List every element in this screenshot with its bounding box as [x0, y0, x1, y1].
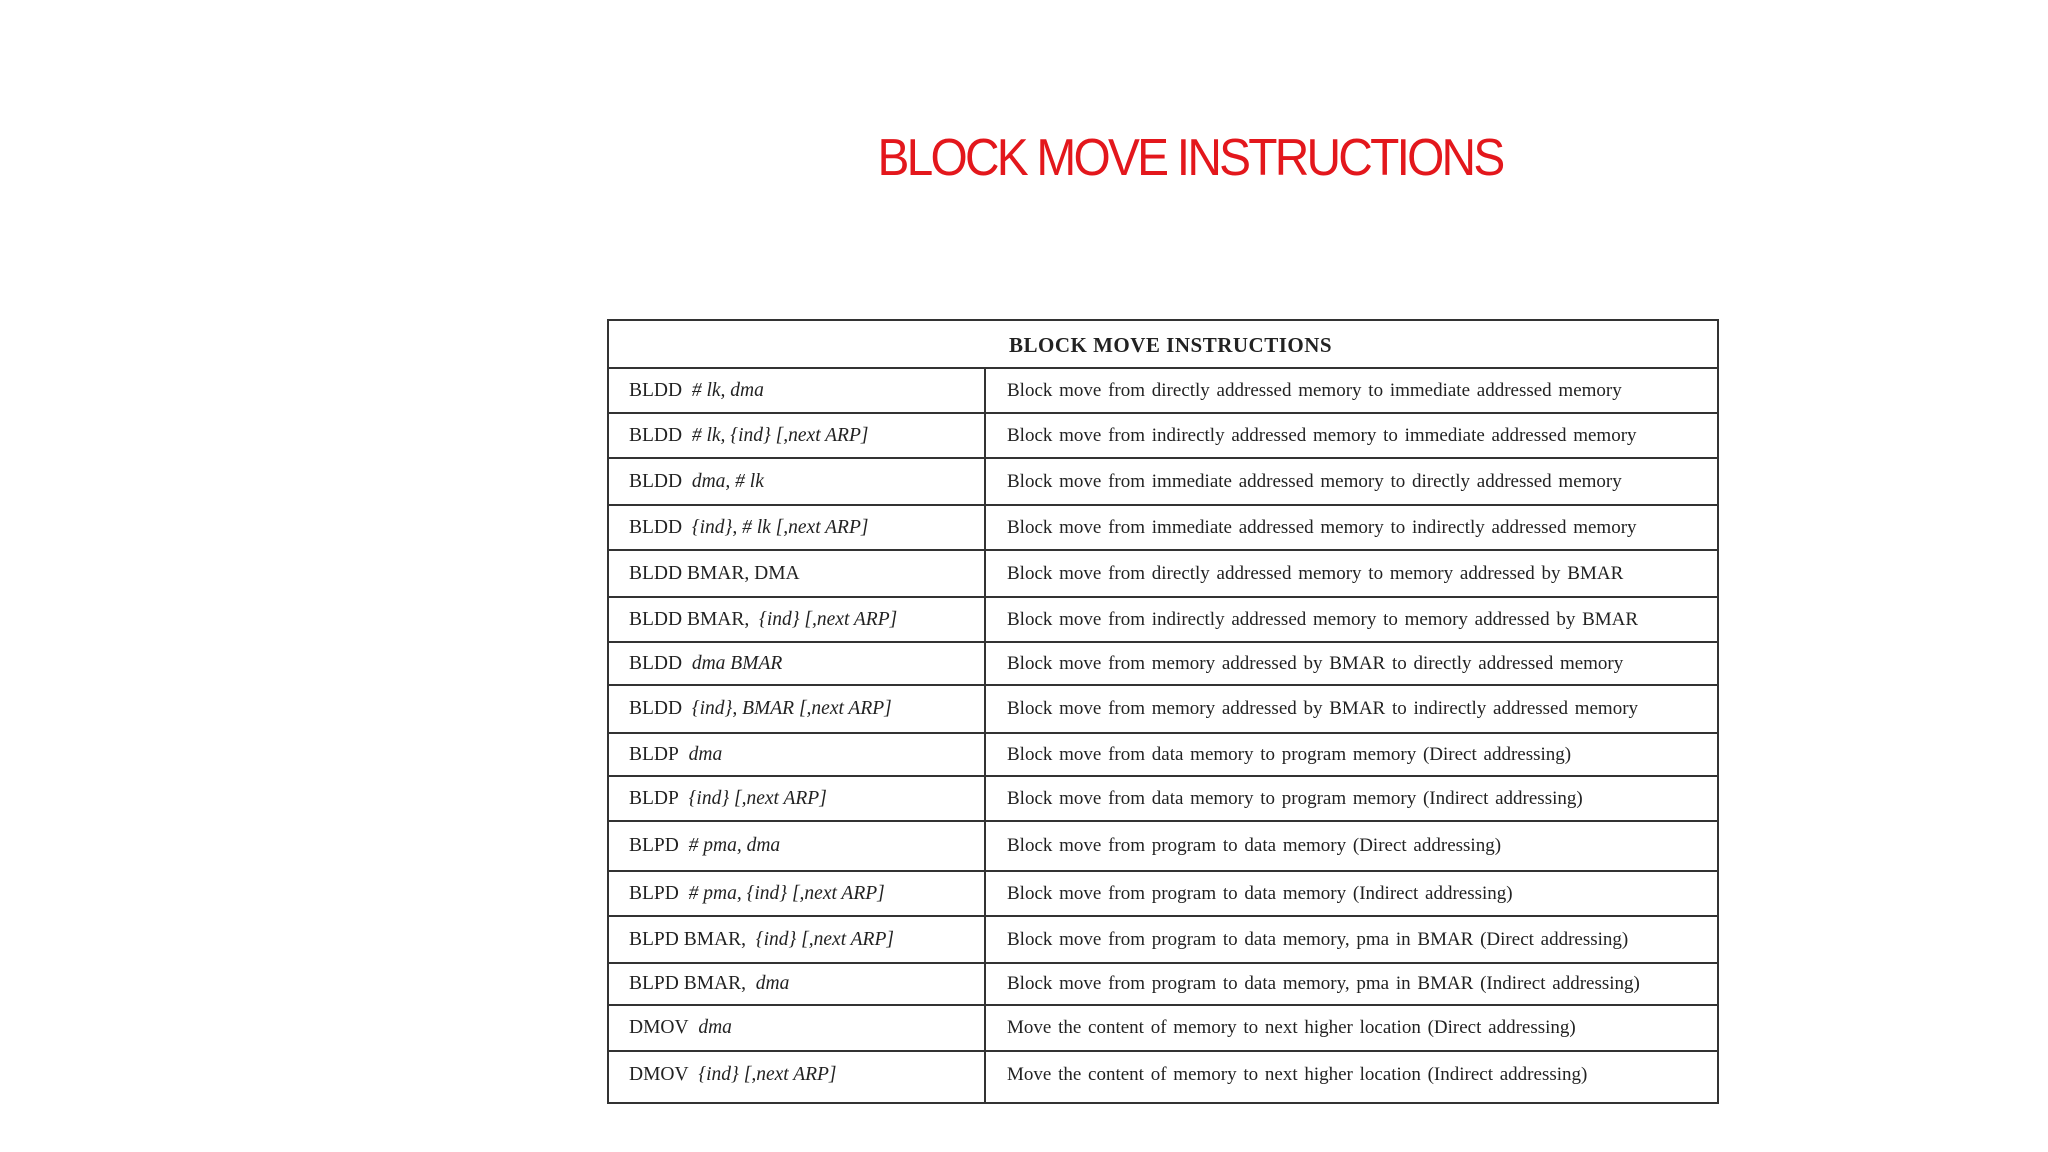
- instruction-syntax: [629, 788, 827, 810]
- operands: dma, # lk: [691, 470, 764, 492]
- instruction-description: Block move from indirectly addressed memory to immediate addressed memory: [1007, 424, 1637, 446]
- mnemonic: BLDD: [629, 379, 683, 401]
- spacer: [679, 835, 689, 856]
- mnemonic: BLPD: [629, 835, 679, 856]
- instruction-description: Block move from program to data memory, pma in BMAR (Indirect addressing): [1007, 973, 1640, 994]
- mnemonic: BLDD: [629, 470, 683, 492]
- operands: {ind}, BMAR [,next ARP]: [691, 698, 892, 719]
- table-row: [609, 917, 1717, 964]
- slide-title: BLOCK MOVE INSTRUCTIONS: [877, 129, 1503, 187]
- mnemonic: BLDP: [629, 787, 679, 809]
- table-row: [609, 872, 1717, 917]
- instruction-description: Block move from immediate addressed memory to directly addressed memory: [1007, 470, 1622, 492]
- spacer: [679, 883, 689, 904]
- operands: # lk, dma: [691, 379, 764, 401]
- mnemonic: BLDD: [629, 652, 683, 674]
- instruction-syntax: [629, 609, 897, 631]
- spacer: [749, 609, 759, 630]
- mnemonic: BLDD: [629, 424, 683, 446]
- spacer: [689, 1064, 699, 1085]
- table-body: [609, 369, 1717, 1098]
- spacer: [682, 471, 692, 492]
- mnemonic: BLDD BMAR, DMA: [629, 562, 800, 584]
- spacer: [679, 788, 689, 809]
- instruction-description: Block move from directly addressed memory to memory addressed by BMAR: [1007, 562, 1624, 584]
- table-row: [609, 1052, 1717, 1098]
- table-row: [609, 686, 1717, 734]
- instruction-syntax: [629, 883, 885, 905]
- instruction-description: Block move from data memory to program memory (Direct addressing): [1007, 743, 1572, 765]
- instruction-description: Block move from immediate addressed memory to indirectly addressed memory: [1007, 516, 1637, 538]
- mnemonic: BLPD BMAR,: [629, 973, 747, 994]
- instruction-syntax: [629, 973, 789, 995]
- mnemonic: DMOV: [629, 1017, 689, 1038]
- spacer: [679, 744, 689, 765]
- table-row: [609, 459, 1717, 506]
- mnemonic: BLDD: [629, 516, 683, 538]
- table-row: [609, 734, 1717, 777]
- spacer: [682, 698, 692, 719]
- table-row: [609, 369, 1717, 414]
- instruction-description: Move the content of memory to next higher location (Indirect addressing): [1007, 1064, 1588, 1085]
- mnemonic: BLDP: [629, 743, 679, 765]
- table-row: [609, 598, 1717, 643]
- instruction-description: Block move from program to data memory, pma in BMAR (Direct addressing): [1007, 928, 1629, 950]
- spacer: [682, 425, 692, 446]
- operands: {ind} [,next ARP]: [755, 928, 894, 950]
- table-row: [609, 822, 1717, 872]
- spacer: [689, 1017, 699, 1038]
- table-header-text: BLOCK MOVE INSTRUCTIONS: [1009, 333, 1333, 357]
- spacer: [746, 973, 756, 994]
- instruction-syntax: [629, 563, 809, 585]
- spacer: [682, 517, 692, 538]
- mnemonic: BLDD: [629, 698, 683, 719]
- instruction-description: Move the content of memory to next higher location (Direct addressing): [1007, 1017, 1576, 1038]
- operands: dma: [688, 743, 723, 765]
- instruction-description: Block move from memory addressed by BMAR to indirectly addressed memory: [1007, 698, 1639, 719]
- mnemonic: BLPD: [629, 882, 679, 904]
- instruction-syntax: [629, 835, 780, 857]
- mnemonic: DMOV: [629, 1064, 689, 1085]
- instruction-syntax: [629, 653, 782, 675]
- instruction-syntax: [629, 517, 868, 539]
- instruction-syntax: [629, 1017, 732, 1039]
- table-row: [609, 964, 1717, 1006]
- table-header: [609, 321, 1717, 369]
- table-row: [609, 1006, 1717, 1052]
- operands: # pma, dma: [688, 835, 781, 856]
- instruction-syntax: [629, 698, 892, 720]
- table-row: [609, 643, 1717, 686]
- instruction-syntax: [629, 425, 868, 447]
- mnemonic: BLPD BMAR,: [629, 928, 747, 950]
- instruction-description: Block move from memory addressed by BMAR to directly addressed memory: [1007, 652, 1624, 674]
- instruction-syntax: [629, 744, 722, 766]
- table-row: [609, 551, 1717, 598]
- instruction-syntax: [629, 929, 894, 951]
- instruction-description: Block move from data memory to program memory (Indirect addressing): [1007, 787, 1583, 809]
- operands: dma: [755, 973, 790, 994]
- instruction-description: Block move from program to data memory (Direct addressing): [1007, 835, 1502, 856]
- table-row: [609, 506, 1717, 551]
- spacer: [682, 653, 692, 674]
- operands: dma BMAR: [691, 652, 783, 674]
- operands: dma: [698, 1017, 732, 1038]
- operands: # pma, {ind} [,next ARP]: [688, 882, 885, 904]
- operands: {ind} [,next ARP]: [688, 787, 827, 809]
- operands: {ind}, # lk [,next ARP]: [691, 516, 869, 538]
- instruction-syntax: [629, 380, 764, 402]
- spacer: [800, 563, 810, 584]
- mnemonic: BLDD BMAR,: [629, 608, 750, 630]
- instruction-syntax: [629, 1064, 837, 1086]
- instruction-description: Block move from directly addressed memory to immediate addressed memory: [1007, 379, 1622, 401]
- table-row: [609, 414, 1717, 459]
- operands: # lk, {ind} [,next ARP]: [691, 424, 869, 446]
- operands: {ind} [,next ARP]: [698, 1064, 837, 1085]
- instruction-syntax: [629, 471, 764, 493]
- spacer: [746, 929, 756, 950]
- operands: {ind} [,next ARP]: [759, 608, 898, 630]
- instruction-table: [607, 319, 1719, 1104]
- spacer: [682, 380, 692, 401]
- instruction-description: Block move from indirectly addressed memory to memory addressed by BMAR: [1007, 608, 1639, 630]
- table-row: [609, 777, 1717, 822]
- instruction-description: Block move from program to data memory (Indirect addressing): [1007, 882, 1513, 904]
